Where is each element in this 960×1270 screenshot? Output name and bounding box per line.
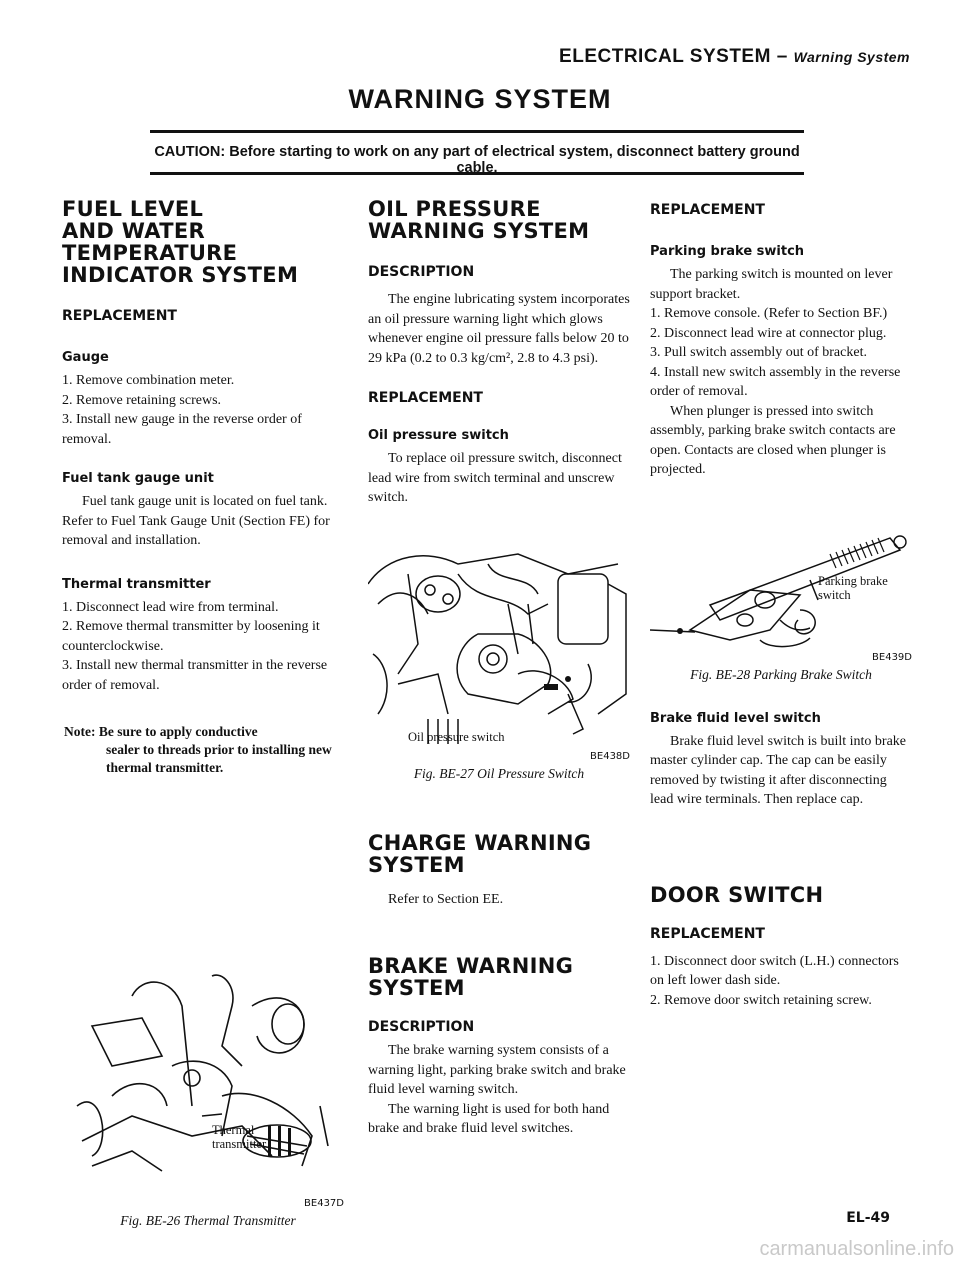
header-dash: – [770, 46, 794, 67]
parking-intro: The parking switch is mounted on lever support bracket. [650, 267, 893, 302]
caution-top-rule [150, 130, 804, 133]
replacement-heading: REPLACEMENT [368, 390, 483, 406]
thermal-transmitter-figure [72, 966, 344, 1229]
fluid-level-text: Brake fluid level switch is built into brake master cylinder cap. The cap can be easily removed by twisting it after disconnecting lead wire terminals. Then replace cap. [650, 733, 907, 807]
brake-desc-1: The brake warning system consists of a warning light, parking brake switch and brake fluid level warning switch. [368, 1043, 626, 1097]
header-subsection: Warning System [793, 49, 910, 65]
header-section: ELECTRICAL SYSTEM [559, 46, 771, 67]
oil-switch-heading: Oil pressure switch [368, 428, 509, 443]
parking-step: 1. Remove console. (Refer to Section BF.) [650, 306, 888, 321]
column-oil-pressure [368, 198, 630, 1139]
charge-text: Refer to Section EE. [388, 891, 504, 907]
door-step: 2. Remove door switch retaining screw. [650, 992, 872, 1008]
caution-text: CAUTION: Before starting to work on any part of electrical system, disconnect battery ground cable. [154, 144, 800, 176]
oil-pressure-heading: OIL PRESSURE WARNING SYSTEM [368, 197, 590, 243]
thermal-transmitter-illustration [72, 966, 344, 1196]
figure-caption: Fig. BE-26 Thermal Transmitter [120, 1213, 296, 1228]
door-step: 1. Disconnect door switch (L.H.) connectors on left lower dash side. [650, 953, 899, 988]
note [62, 723, 344, 777]
figure-code: BE439D [872, 651, 912, 663]
parking-brake-figure [650, 520, 912, 683]
brake-desc-2: The warning light is used for both hand brake and brake fluid level switches. [368, 1101, 610, 1136]
description-heading: DESCRIPTION [368, 264, 475, 280]
figure-code: BE437D [304, 1198, 344, 1209]
door-replacement-heading: REPLACEMENT [650, 925, 765, 942]
replacement-heading: REPLACEMENT [650, 202, 765, 218]
parking-step: 2. Disconnect lead wire at connector plug. [650, 325, 887, 341]
fuel-water-heading: FUEL LEVEL AND WATER TEMPERATURE INDICATOR SYSTEM [62, 197, 299, 287]
column-fuel-level [62, 197, 344, 1228]
brake-warning-heading: BRAKE WARNING SYSTEM [368, 954, 574, 1000]
oil-switch-text: To replace oil pressure switch, disconnect lead wire from switch terminal and unscrew switch. [368, 451, 622, 505]
fluid-level-heading: Brake fluid level switch [650, 710, 821, 726]
note-lead: Note: [64, 724, 96, 739]
parking-step: 3. Pull switch assembly out of bracket. [650, 345, 867, 360]
oil-pressure-illustration [368, 544, 630, 749]
note-first: Be sure to apply conductive [95, 724, 258, 739]
parking-step: 4. Install new switch assembly in the reverse order of removal. [650, 364, 901, 399]
gauge-heading: Gauge [62, 350, 109, 365]
figure-caption: Fig. BE-27 Oil Pressure Switch [413, 765, 585, 781]
caution-bottom-rule [150, 172, 804, 175]
gauge-step: 1. Remove combination meter. [62, 373, 235, 388]
note-rest: sealer to threads prior to installing new thermal transmitter. [106, 742, 332, 775]
gauge-step: 3. Install new gauge in the reverse order of removal. [62, 412, 302, 447]
running-header [559, 46, 910, 68]
brake-description-heading: DESCRIPTION [368, 1019, 475, 1035]
thermal-step: 1. Disconnect lead wire from terminal. [62, 599, 279, 615]
thermal-step: 3. Install new thermal transmitter in the reverse order of removal. [62, 658, 328, 693]
page-title: WARNING SYSTEM [348, 84, 612, 114]
oil-switch-label: Oil pressure switch [408, 729, 505, 744]
parking-note: When plunger is pressed into switch assembly, parking brake switch contacts are open. Contacts are closed when plunger is projected. [650, 403, 896, 477]
parking-heading: Parking brake switch [650, 244, 805, 259]
thermal-label: Thermal transmitter [212, 1123, 267, 1151]
fuel-tank-heading: Fuel tank gauge unit [62, 471, 214, 486]
figure-code: BE438D [590, 750, 630, 762]
oil-description: The engine lubricating system incorporates an oil pressure warning light which glows whenever engine oil pressure falls below 20 to 29 kPa (0.2 to 0.3 kg/cm², 2.8 to 4.3 psi). [368, 292, 630, 366]
parking-switch-label: Parking brake switch [818, 573, 888, 602]
watermark: carmanualsonline.info [759, 1238, 954, 1260]
thermal-step: 2. Remove thermal transmitter by loosening it counterclockwise. [62, 619, 320, 654]
page-number: EL-49 [846, 1210, 890, 1226]
thermal-heading: Thermal transmitter [62, 576, 211, 592]
column-replacement [650, 198, 912, 1010]
fuel-tank-text: Fuel tank gauge unit is located on fuel tank. Refer to Fuel Tank Gauge Unit (Section FE) for removal and installation. [62, 494, 330, 548]
gauge-step: 2. Remove retaining screws. [62, 392, 222, 408]
charge-warning-heading: CHARGE WARNING SYSTEM [368, 830, 592, 877]
door-switch-heading: DOOR SWITCH [650, 882, 824, 907]
replacement-heading: REPLACEMENT [62, 308, 177, 324]
oil-pressure-figure [368, 544, 630, 782]
figure-caption: Fig. BE-28 Parking Brake Switch [690, 666, 872, 682]
